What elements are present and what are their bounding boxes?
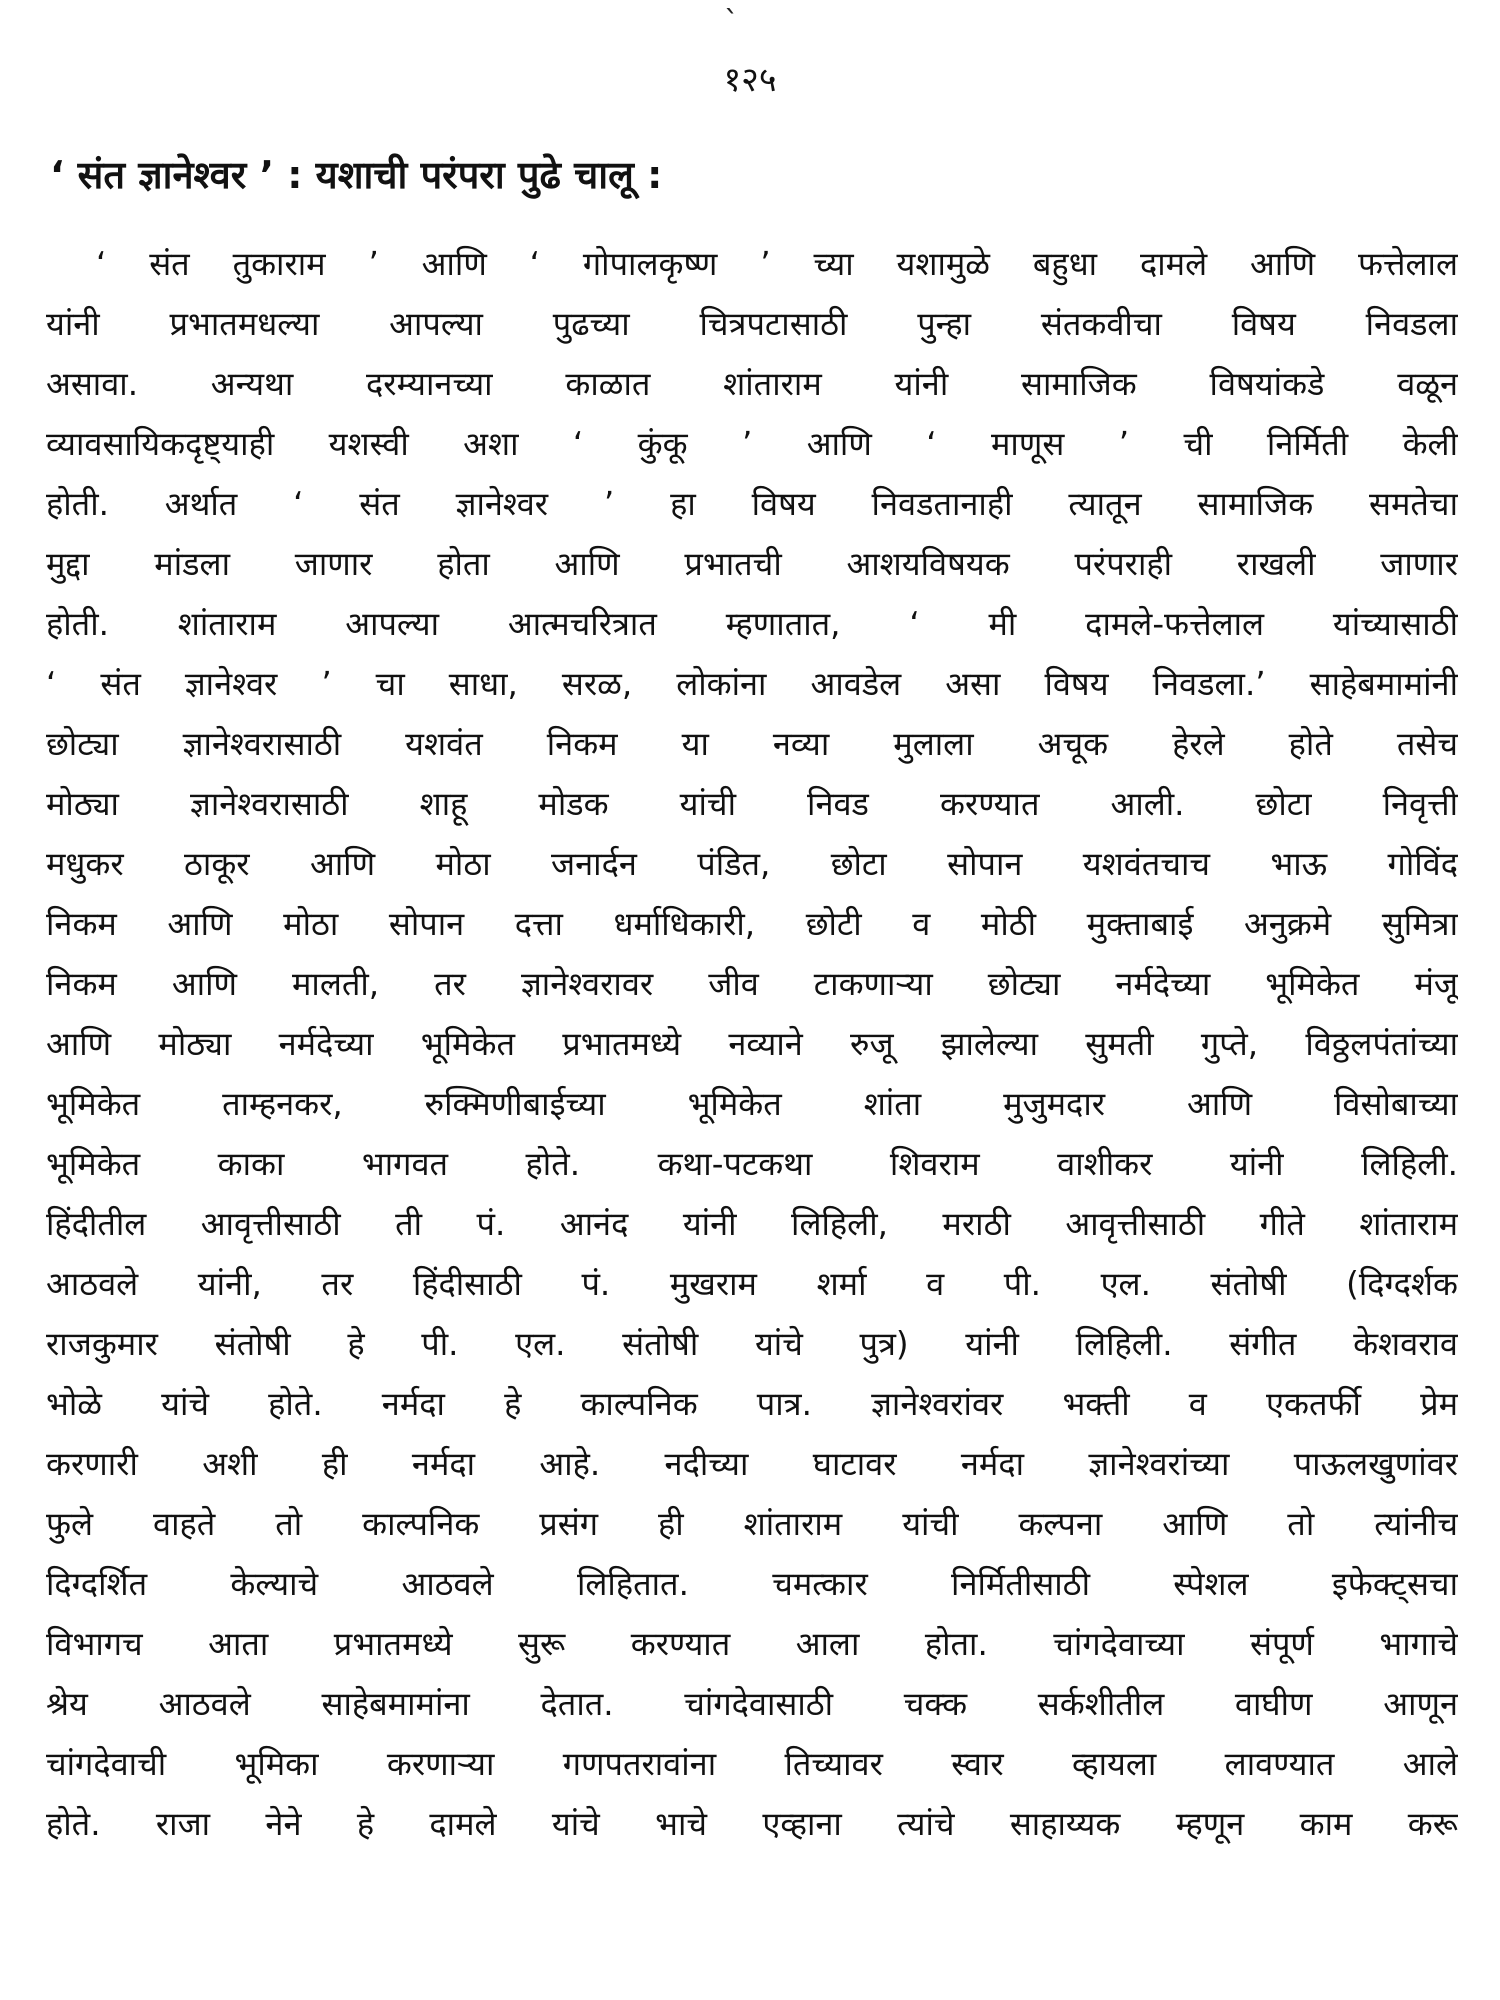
text-line: मुद्दा मांडला जाणार होता आणि प्रभातची आशयविषयक परंपराही राखली जाणार [46, 545, 1458, 583]
text-line: निकम आणि मोठा सोपान दत्ता धर्माधिकारी, छोटी व मोठी मुक्ताबाई अनुक्रमे सुमित्रा [46, 905, 1458, 943]
text-line: होती. अर्थात ‘ संत ज्ञानेश्वर ’ हा विषय निवडतानाही त्यातून सामाजिक समतेचा [46, 485, 1458, 523]
text-line: श्रेय आठवले साहेबमामांना देतात. चांगदेवासाठी चक्क सर्कशीतील वाघीण आणून [46, 1685, 1458, 1723]
text-line: यांनी प्रभातमधल्या आपल्या पुढच्या चित्रपटासाठी पुन्हा संतकवीचा विषय निवडला [46, 305, 1458, 343]
text-line: आणि मोठ्या नर्मदेच्या भूमिकेत प्रभातमध्ये नव्याने रुजू झालेल्या सुमती गुप्ते, विठ्ठलपंतांच्या [46, 1025, 1458, 1063]
text-line: दिग्दर्शित केल्याचे आठवले लिहितात. चमत्कार निर्मितीसाठी स्पेशल इफेक्ट्सचा [46, 1565, 1458, 1603]
text-line: हिंदीतील आवृत्तीसाठी ती पं. आनंद यांनी लिहिली, मराठी आवृत्तीसाठी गीते शांताराम [46, 1205, 1458, 1243]
text-line: भूमिकेत काका भागवत होते. कथा-पटकथा शिवराम वाशीकर यांनी लिहिली. [46, 1145, 1458, 1183]
text-line: चांगदेवाची भूमिका करणाऱ्या गणपतरावांना तिच्यावर स्वार व्हायला लावण्यात आले [46, 1745, 1458, 1783]
text-line: होते. राजा नेने हे दामले यांचे भाचे एव्हाना त्यांचे साहाय्यक म्हणून काम करू [46, 1805, 1458, 1843]
text-line: फुले वाहते तो काल्पनिक प्रसंग ही शांताराम यांची कल्पना आणि तो त्यांनीच [46, 1505, 1458, 1543]
text-line: निकम आणि मालती, तर ज्ञानेश्वरावर जीव टाकणाऱ्या छोट्या नर्मदेच्या भूमिकेत मंजू [46, 965, 1458, 1003]
text-line: भूमिकेत ताम्हनकर, रुक्मिणीबाईच्या भूमिकेत शांता मुजुमदार आणि विसोबाच्या [46, 1085, 1458, 1123]
stray-mark: ` [724, 5, 739, 40]
section-heading: ‘ संत ज्ञानेश्वर ’ : यशाची परंपरा पुढे चालू : [50, 153, 663, 197]
page-number: १२५ [723, 60, 777, 100]
text-line: राजकुमार संतोषी हे पी. एल. संतोषी यांचे पुत्र) यांनी लिहिली. संगीत केशवराव [46, 1325, 1458, 1363]
text-line: ‘ संत ज्ञानेश्वर ’ चा साधा, सरळ, लोकांना आवडेल असा विषय निवडला.’ साहेबमामांनी [46, 665, 1458, 703]
text-line: मोठ्या ज्ञानेश्वरासाठी शाहू मोडक यांची निवड करण्यात आली. छोटा निवृत्ती [46, 785, 1458, 823]
text-line: करणारी अशी ही नर्मदा आहे. नदीच्या घाटावर नर्मदा ज्ञानेश्वरांच्या पाऊलखुणांवर [46, 1445, 1458, 1483]
text-line: असावा. अन्यथा दरम्यानच्या काळात शांताराम यांनी सामाजिक विषयांकडे वळून [46, 365, 1458, 403]
text-line: विभागच आता प्रभातमध्ये सुरू करण्यात आला होता. चांगदेवाच्या संपूर्ण भागाचे [46, 1625, 1458, 1663]
text-line: होती. शांताराम आपल्या आत्मचरित्रात म्हणातात, ‘ मी दामले-फत्तेलाल यांच्यासाठी [46, 605, 1458, 643]
body-paragraph [46, 234, 1458, 1854]
text-line: भोळे यांचे होते. नर्मदा हे काल्पनिक पात्र. ज्ञानेश्वरांवर भक्ती व एकतर्फी प्रेम [46, 1385, 1458, 1423]
text-line: मधुकर ठाकूर आणि मोठा जनार्दन पंडित, छोटा सोपान यशवंतचाच भाऊ गोविंद [46, 845, 1458, 883]
text-line: व्यावसायिकदृष्ट्याही यशस्वी अशा ‘ कुंकू ’ आणि ‘ माणूस ’ ची निर्मिती केली [46, 425, 1458, 463]
text-line: छोट्या ज्ञानेश्वरासाठी यशवंत निकम या नव्या मुलाला अचूक हेरले होते तसेच [46, 725, 1458, 763]
text-line: आठवले यांनी, तर हिंदीसाठी पं. मुखराम शर्मा व पी. एल. संतोषी (दिग्दर्शक [46, 1265, 1458, 1303]
text-line: ‘ संत तुकाराम ’ आणि ‘ गोपालकृष्ण ’ च्या यशामुळे बहुधा दामले आणि फत्तेलाल [96, 245, 1458, 283]
